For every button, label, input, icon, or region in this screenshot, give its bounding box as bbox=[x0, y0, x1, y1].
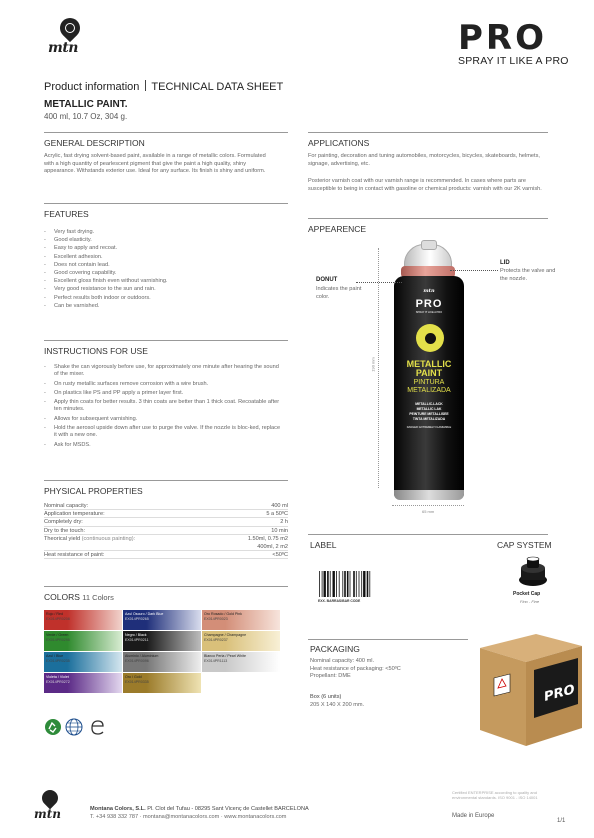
barcode-bar bbox=[330, 571, 331, 597]
pro-wordmark: PRO bbox=[458, 18, 548, 58]
barcode-bar bbox=[327, 571, 329, 597]
swatch-name: Oro Rosado / Gold Pink bbox=[204, 612, 242, 616]
physical-table bbox=[44, 502, 288, 559]
mtn-drop-icon bbox=[56, 14, 84, 42]
colors-count: 11 Colors bbox=[82, 593, 114, 602]
barcode-bar bbox=[324, 571, 326, 597]
cap-description: Fino - Fine bbox=[520, 599, 540, 604]
donut-description: Indicates the paint color. bbox=[316, 286, 362, 300]
instructions-list bbox=[44, 364, 284, 451]
prop-label: Dry to the touch: bbox=[44, 527, 86, 534]
swatch-name: Azul / Blue bbox=[46, 654, 64, 658]
can-body bbox=[394, 276, 464, 498]
divider bbox=[308, 639, 468, 640]
table-row bbox=[44, 543, 288, 551]
list-item: - Very good resistance to the sun and rain. bbox=[44, 285, 284, 293]
general-text: Acrylic, fast drying solvent-based paint, available in a range of metallic colors. Formulated with a high quantity of pearlescent pigment that give the paint a high quality, shiny appearance. Withstands exterior use. Ideal for any surface. Its finish is shiny and uniform. bbox=[44, 153, 266, 175]
applications-title: APPLICATIONS bbox=[308, 138, 370, 148]
list-item: - Perfect results both indoor or outdoors. bbox=[44, 294, 284, 302]
color-swatch bbox=[44, 610, 122, 630]
barcode-bar bbox=[322, 571, 323, 597]
list-item: - Very fast drying. bbox=[44, 228, 284, 236]
box-title: Box (6 units) bbox=[310, 694, 342, 700]
divider bbox=[44, 132, 288, 133]
color-swatch bbox=[123, 631, 201, 651]
barcode-text: EXX. BARRAS/BAR CODE bbox=[318, 599, 361, 603]
applications-text-1: For painting, decoration and tuning automobiles, motorcycles, bicycles, skateboards, helmets, signage, advertising, etc. bbox=[308, 153, 540, 167]
footer-address-text: Pl. Clot del Tufau - 08295 Sant Vicenç de Castellet BARCELONA bbox=[147, 806, 309, 812]
e-mark-icon bbox=[92, 721, 103, 734]
swatch-name: Azul Oscuro / Dark Blue bbox=[125, 612, 164, 616]
barcode-bar bbox=[347, 571, 349, 597]
table-row bbox=[44, 527, 288, 535]
height-dimension-line bbox=[378, 248, 379, 488]
globe-icon bbox=[66, 719, 82, 735]
cardboard-box-image bbox=[474, 630, 586, 748]
certification-logos bbox=[44, 718, 108, 740]
barcode-bar bbox=[356, 571, 357, 597]
barcode-bar bbox=[333, 571, 335, 597]
packaging-box bbox=[310, 694, 460, 709]
can-brand: mtn bbox=[423, 288, 435, 294]
barcode-bar bbox=[342, 571, 343, 597]
cap-name: Pocket Cap bbox=[513, 591, 541, 597]
divider bbox=[44, 203, 288, 204]
color-swatch bbox=[202, 631, 280, 651]
list-item: - Can be varnished. bbox=[44, 302, 284, 310]
swatch-code: EX014PR0096 bbox=[125, 658, 149, 663]
swatch-name: Negro / Black bbox=[125, 633, 147, 637]
barcode-bar bbox=[319, 571, 320, 597]
applications-text-2: Posterior varnish coat with our varnish range is recommended. In cases where parts are susceptible to being in contact with gasoline or chemical products: varnish with our 2K varnish. bbox=[308, 178, 542, 192]
mtn-wordmark: mtn bbox=[34, 807, 61, 821]
physical-title: PHYSICAL PROPERTIES bbox=[44, 486, 143, 496]
can-warning: DANGER: EXTREMELY FLAMMABLE bbox=[406, 426, 452, 429]
barcode-bar bbox=[359, 571, 360, 597]
prop-label: Nominal capacity: bbox=[44, 503, 89, 509]
prop-label: Completely dry: bbox=[44, 519, 83, 526]
cap-title: CAP SYSTEM bbox=[497, 540, 552, 550]
donut-label: DONUT bbox=[316, 277, 338, 283]
swatch-name: Verde / Green bbox=[46, 633, 69, 637]
prop-value: 5 a 50ºC bbox=[266, 511, 288, 518]
barcode-image bbox=[318, 571, 374, 599]
barcode-bar bbox=[369, 571, 370, 597]
table-row bbox=[44, 502, 288, 510]
general-title: GENERAL DESCRIPTION bbox=[44, 138, 145, 148]
divider bbox=[308, 132, 548, 133]
can-pro: PRO bbox=[415, 298, 443, 310]
divider bbox=[44, 340, 288, 341]
color-swatch bbox=[123, 652, 201, 672]
footer-contact: T. +34 938 332 787 · montana@montanacolors.com · www.montanacolors.com bbox=[90, 814, 287, 820]
can-pro-tag: SPRAY IT LIKE A PRO bbox=[415, 311, 443, 314]
table-row bbox=[44, 518, 288, 526]
color-swatch bbox=[123, 610, 201, 630]
pocket-cap-image bbox=[515, 556, 551, 588]
prop-label-main: Theorical yield bbox=[44, 535, 81, 542]
list-item: - Good elasticity. bbox=[44, 236, 284, 244]
divider bbox=[308, 218, 548, 219]
box-dimensions: 205 X 140 X 200 mm. bbox=[310, 701, 365, 708]
instructions-title: INSTRUCTIONS FOR USE bbox=[44, 346, 148, 356]
barcode-bar bbox=[350, 571, 351, 597]
swatch-name: Aluminio / Aluminium bbox=[125, 654, 159, 658]
prop-value: <50ºC bbox=[272, 552, 288, 559]
prop-label-extra: (continuous painting): bbox=[81, 535, 136, 542]
swatch-name: Champagne / Champagne bbox=[204, 633, 247, 637]
box-logo: PRO bbox=[544, 682, 575, 706]
barcode-bar bbox=[363, 571, 365, 597]
color-swatch bbox=[202, 652, 280, 672]
list-item: - Allows for subsequent varnishing. bbox=[44, 416, 284, 423]
swatch-code: EX014PR0237 bbox=[204, 637, 228, 642]
divider bbox=[308, 534, 548, 535]
can-line: PEINTURE METALLISEE bbox=[409, 412, 449, 416]
label-title: LABEL bbox=[310, 540, 337, 550]
swatch-name: Oro / Gold bbox=[125, 675, 142, 679]
product-title: METALLIC PAINT. bbox=[44, 99, 128, 110]
divider bbox=[44, 480, 288, 481]
prop-value: 400ml, 2 m2 bbox=[257, 543, 288, 550]
swatch-code: EX014PR0295 bbox=[46, 637, 70, 642]
packaging-line: Propellant: DME bbox=[310, 673, 351, 680]
footer-company: Montana Colors, S.L. bbox=[90, 806, 146, 812]
colors-title bbox=[44, 592, 114, 602]
mtn-wordmark: mtn bbox=[48, 40, 78, 56]
product-info-heading bbox=[44, 80, 283, 93]
prop-label: Application temperature: bbox=[44, 511, 105, 518]
prop-value: 400 ml bbox=[271, 503, 288, 509]
color-swatch bbox=[44, 631, 122, 651]
swatch-name: Blanco Perla / Pearl White bbox=[204, 654, 246, 658]
packaging-line: Heat resistance of packaging: <50ºC bbox=[310, 665, 401, 672]
product-info-label: Product information bbox=[44, 81, 140, 93]
swatch-name: Violeta / Violet bbox=[46, 675, 69, 679]
footer-mtn-logo bbox=[30, 790, 70, 824]
pro-logo bbox=[458, 18, 569, 67]
prop-value: 2 h bbox=[280, 519, 288, 526]
barcode-bar bbox=[344, 571, 346, 597]
footer-cert: Certified ENTERPRISE according to quality and environmental standards. ISO 9001 - ISO 14001 bbox=[452, 790, 538, 800]
divider bbox=[44, 586, 288, 587]
list-item: - Shake the can vigorously before use, for approximately one minute after hearing the sound of the mixer. bbox=[44, 364, 284, 379]
can-pintura: PINTURA bbox=[413, 379, 445, 386]
features-title: FEATURES bbox=[44, 209, 89, 219]
swatch-code: EX014PR0208 bbox=[46, 616, 70, 621]
lid-label: LID bbox=[500, 260, 510, 266]
list-item: - Good covering capability. bbox=[44, 269, 284, 277]
mtn-drop-icon bbox=[39, 787, 62, 810]
list-item: - Apply thin coats for better results. 3 thin coats are better than 1 thick coat. Recoatable after ten minutes. bbox=[44, 399, 284, 414]
heading-divider bbox=[145, 80, 146, 91]
can-metalizada: METALIZADA bbox=[407, 387, 451, 394]
prop-value: 10 min bbox=[271, 527, 288, 534]
packaging-line: Nominal capacity: 400 ml. bbox=[310, 658, 375, 664]
swatch-code: EX014PR0335 bbox=[125, 679, 149, 684]
can-line: METALLIC-LACK bbox=[415, 402, 443, 406]
barcode-bar bbox=[336, 571, 337, 597]
list-item: - Excellent gloss finish even without varnishing. bbox=[44, 277, 284, 285]
page-number: 1/1 bbox=[557, 818, 566, 824]
recycle-icon bbox=[45, 719, 61, 735]
prop-value: 1.50ml, 0.75 m2 bbox=[247, 535, 288, 542]
list-item: - Excellent adhesion. bbox=[44, 253, 284, 261]
product-subtitle: 400 ml, 10.7 Oz, 304 g. bbox=[44, 112, 128, 121]
color-swatch bbox=[44, 652, 122, 672]
helmet-icon bbox=[416, 324, 444, 352]
list-item: - Easy to apply and recoat. bbox=[44, 244, 284, 252]
can-metallic: METALLIC bbox=[406, 359, 452, 369]
prop-label bbox=[44, 535, 135, 543]
colors-title-text: COLORS bbox=[44, 592, 80, 602]
lid-leader-line bbox=[450, 270, 498, 271]
color-swatch bbox=[202, 610, 280, 630]
table-row bbox=[44, 551, 288, 559]
appearance-title: APPEARENCE bbox=[308, 224, 367, 234]
width-dimension-line bbox=[392, 505, 464, 506]
list-item: - Hold the aerosol upside down after use to purge the valve. If the nozzle is bloc-ked, replace it with a new one. bbox=[44, 425, 284, 440]
height-dimension: 190 mm bbox=[370, 357, 376, 372]
features-list bbox=[44, 228, 284, 310]
donut-leader-line bbox=[356, 282, 402, 283]
spray-can bbox=[390, 240, 466, 500]
footer-address bbox=[90, 806, 309, 812]
list-item: - Ask for MSDS. bbox=[44, 442, 284, 449]
barcode-bar bbox=[353, 571, 355, 597]
prop-label: Heat resistance of paint: bbox=[44, 552, 105, 559]
swatch-code: EX014PR1113 bbox=[204, 658, 228, 663]
list-item: - On rusty metallic surfaces remove corrosion with a wire brush. bbox=[44, 381, 284, 388]
packaging-details bbox=[310, 658, 460, 681]
can-line: TINTA METALIZADA bbox=[412, 417, 446, 421]
color-swatch bbox=[44, 673, 122, 693]
table-row bbox=[44, 535, 288, 543]
can-base bbox=[394, 490, 464, 500]
swatch-code: EX014PR0265 bbox=[125, 616, 149, 621]
swatch-name: Rojo / Red bbox=[46, 612, 63, 616]
swatch-code: EX014PR0211 bbox=[125, 637, 149, 642]
swatch-code: EX014PR0023 bbox=[204, 616, 228, 621]
list-item: - On plastics like PS and PP apply a primer layer first. bbox=[44, 390, 284, 397]
barcode-bar bbox=[367, 571, 369, 597]
tds-label: TECHNICAL DATA SHEET bbox=[151, 81, 284, 93]
barcode-bar bbox=[361, 571, 362, 597]
list-item: - Does not contain lead. bbox=[44, 261, 284, 269]
swatch-code: EX014PR0235 bbox=[46, 658, 70, 663]
swatch-code: EX014PR0272 bbox=[46, 679, 70, 684]
can-paint: PAINT bbox=[415, 368, 443, 378]
footer-made-in: Made in Europe bbox=[452, 813, 495, 819]
lid-description: Protects the valve and the nozzle. bbox=[500, 268, 556, 282]
mtn-logo bbox=[40, 18, 100, 54]
packaging-title: PACKAGING bbox=[310, 644, 360, 654]
pro-tagline: SPRAY IT LIKE A PRO bbox=[458, 55, 569, 67]
table-row bbox=[44, 510, 288, 518]
color-swatch bbox=[123, 673, 201, 693]
barcode-bar bbox=[339, 571, 340, 597]
can-line: METALLIC LAK bbox=[416, 407, 442, 411]
width-dimension: 65 mm bbox=[422, 509, 435, 514]
